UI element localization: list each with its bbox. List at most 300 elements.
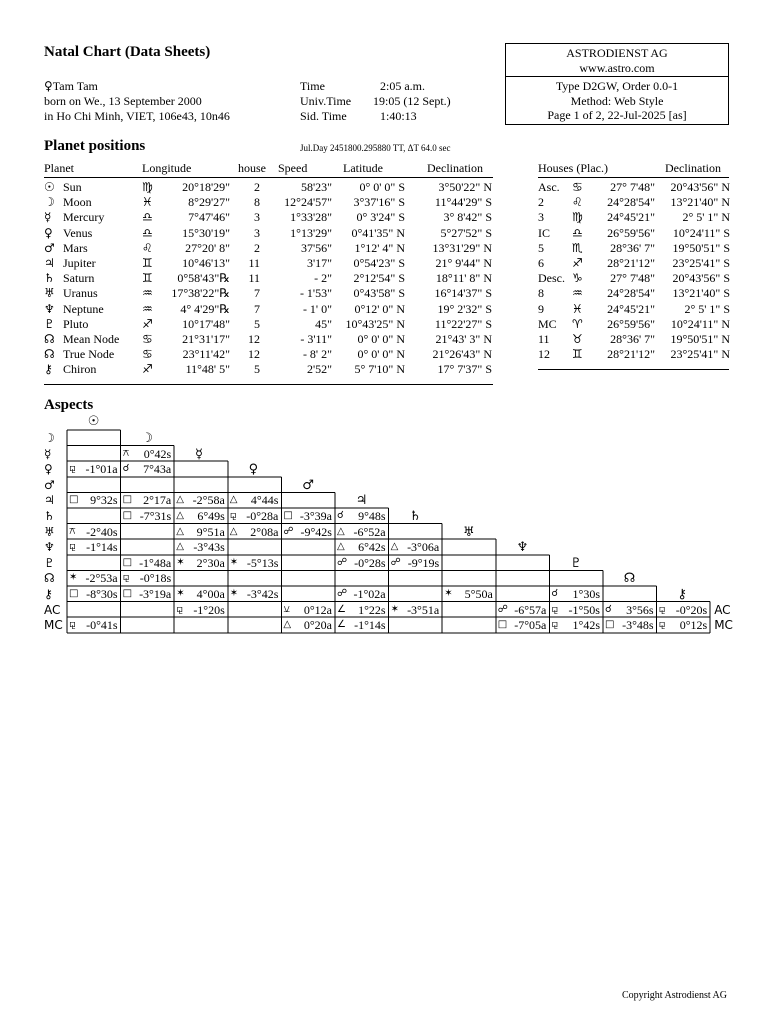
planet-speed: 58'23" (300, 180, 332, 194)
house-sign-icon: ♍ (572, 210, 583, 225)
planet-icon: ⚷ (44, 362, 53, 377)
house-name: 11 (538, 332, 550, 346)
planet-longitude: 11°48' 5" (185, 362, 230, 377)
aspect-glyph-icon: ⚼ (122, 572, 130, 584)
aspect-column-icon: ♆ (516, 540, 529, 556)
house-declination: 20°43'56" N (670, 180, 730, 194)
house-declination: 23°25'41" N (670, 347, 730, 362)
planet-speed: - 1' 0" (302, 301, 332, 316)
aspect-orb: -5°13s (246, 555, 279, 570)
house-sign-icon: ♏ (572, 240, 583, 255)
aspect-glyph-icon: ⚼ (658, 619, 666, 631)
house-longitude: 28°36' 7" (610, 332, 655, 346)
birth-place: in Ho Chi Minh, VIET, 106e43, 10n46 (44, 109, 230, 123)
house-longitude: 24°28'54" (607, 195, 655, 210)
planet-speed: 1°13'29" (290, 225, 332, 240)
house-header-rule (538, 177, 729, 178)
aspect-glyph-icon: ⚻ (122, 447, 130, 459)
sign-icon: ♓ (142, 195, 153, 210)
sign-icon: ♒ (142, 286, 153, 301)
planet-declination: 21° 9'44" N (435, 256, 492, 270)
header-longitude: Longitude (142, 161, 192, 175)
house-name: Desc. (538, 271, 565, 286)
aspect-glyph-icon: ✶ (229, 556, 239, 568)
planet-house: 8 (254, 195, 260, 210)
house-sign-icon: ♊ (572, 347, 583, 362)
aspect-column-icon: ⚷ (677, 587, 687, 602)
aspect-orb: 5°50a (464, 587, 493, 601)
chart-type: Type D2GW, Order 0.0-1 (555, 79, 679, 93)
aspect-orb: -3°06a (407, 540, 440, 555)
aspect-orb: -1°14s (86, 540, 118, 555)
aspect-glyph-icon: ⚼ (551, 603, 559, 615)
planet-name: Sun (63, 180, 82, 194)
sign-icon: ♊ (142, 271, 153, 286)
aspect-glyph-icon: △ (176, 494, 184, 506)
aspect-glyph-icon: ⚼ (69, 463, 76, 475)
aspect-column-icon: ♀ (248, 462, 259, 478)
aspect-glyph-icon: □ (283, 510, 293, 521)
planet-declination: 16°14'37" S (434, 286, 492, 301)
aspect-glyph-icon: ☌ (337, 510, 344, 521)
planet-declination: 21°43' 3" N (435, 332, 492, 346)
house-name: 2 (538, 195, 544, 210)
aspect-orb: -2°40s (86, 524, 118, 539)
planet-name: Mean Node (63, 332, 120, 346)
house-name: 9 (538, 301, 544, 316)
aspect-glyph-icon: □ (122, 556, 133, 568)
planet-name: Saturn (63, 271, 95, 286)
planet-house: 2 (254, 240, 260, 255)
person-name: Tam Tam (52, 79, 98, 93)
aspect-orb: -9°19s (407, 555, 440, 570)
planet-longitude: 21°31'17" (182, 332, 230, 346)
aspect-glyph-icon: △ (176, 541, 184, 553)
aspect-orb: -0°20s (675, 602, 708, 617)
aspect-column-icon: ♅ (463, 524, 475, 540)
person-name-line (44, 79, 98, 94)
sign-icon: ♐ (142, 316, 153, 331)
planet-speed: 45" (315, 316, 332, 331)
planet-name: Pluto (63, 316, 89, 331)
sign-icon: ♎ (142, 225, 153, 240)
aspect-orb: -2°53a (85, 571, 118, 586)
house-name: 3 (538, 210, 544, 225)
planet-name: Neptune (63, 301, 104, 316)
sid-time-label: Sid. Time (300, 109, 347, 123)
sign-icon: ♎ (142, 210, 153, 225)
planet-house: 12 (248, 332, 260, 346)
aspect-orb: -1°48a (139, 555, 172, 570)
aspect-orb: -0°28a (246, 509, 279, 523)
aspect-row-icon: ♇ (44, 555, 55, 570)
publisher-url[interactable]: www.astro.com (579, 61, 655, 75)
aspect-orb: 0°20a (303, 618, 332, 633)
sign-icon: ♒ (142, 301, 153, 316)
planet-speed: 3'17" (306, 256, 332, 270)
planet-name: Jupiter (63, 256, 96, 270)
planet-footer-rule (44, 384, 493, 385)
univ-time-label: Univ.Time (300, 94, 352, 108)
aspect-orb: -0°18s (139, 571, 172, 586)
planet-house: 7 (254, 301, 260, 316)
aspect-glyph-icon: ⚼ (229, 510, 237, 521)
aspect-glyph-icon: ☌ (605, 603, 612, 615)
planet-longitude: 20°18'29" (182, 180, 230, 194)
julian-day: Jul.Day 2451800.295880 TT, ΔT 64.0 sec (300, 143, 451, 153)
aspect-orb: 2°30a (196, 555, 225, 570)
house-longitude: 28°36' 7" (610, 240, 655, 255)
planet-longitude: 4° 4'29"℞ (180, 301, 230, 316)
sign-icon: ♋ (142, 332, 153, 346)
aspect-orb: -1°02a (353, 587, 386, 601)
aspect-orb: -9°42s (300, 524, 332, 539)
house-footer-rule (538, 369, 729, 370)
planet-latitude: 10°43'25" N (345, 316, 405, 331)
planet-declination: 3° 8'42" S (443, 210, 492, 225)
aspect-glyph-icon: □ (122, 510, 133, 521)
house-declination: 13°21'40" S (672, 286, 730, 301)
aspect-glyph-icon: △ (390, 541, 399, 553)
aspect-glyph-icon: △ (176, 525, 184, 537)
aspect-glyph-icon: ⚼ (69, 619, 76, 631)
house-declination: 2° 5' 1" S (684, 301, 730, 316)
planet-icon: ♅ (44, 286, 55, 301)
planet-header-rule (44, 177, 493, 178)
house-declination: 23°25'41" S (672, 256, 730, 270)
planet-name: Moon (63, 195, 92, 210)
planet-icon: ♂ (44, 240, 55, 255)
house-longitude: 28°21'12" (607, 256, 655, 270)
aspect-orb: 9°32s (90, 493, 118, 508)
house-longitude: 28°21'12" (607, 347, 655, 362)
house-name: 5 (538, 240, 544, 255)
planet-latitude: 0°43'58" S (353, 286, 405, 301)
aspect-orb: -7°05a (514, 618, 547, 633)
aspect-orb: 0°12a (303, 602, 332, 617)
planet-house: 3 (254, 225, 260, 240)
aspect-orb: 9°51a (196, 524, 225, 539)
house-name: IC (538, 225, 550, 240)
aspect-glyph-icon: △ (337, 541, 345, 553)
planet-declination: 5°27'52" S (440, 225, 492, 240)
aspect-row-icon: ☿ (44, 446, 52, 461)
house-sign-icon: ♉ (572, 332, 583, 346)
planet-longitude: 27°20' 8" (185, 240, 230, 255)
house-longitude: 24°45'21" (607, 301, 655, 316)
planet-icon: ☉ (44, 180, 55, 194)
aspect-glyph-icon: △ (229, 494, 238, 506)
planet-longitude: 10°17'48" (182, 316, 230, 331)
aspect-row-icon: AC (44, 602, 61, 617)
planet-declination: 13°31'29" N (432, 240, 492, 255)
sign-icon: ♋ (142, 347, 153, 362)
planet-longitude: 10°46'13" (182, 256, 230, 270)
planet-house: 12 (248, 347, 260, 362)
planet-house: 3 (254, 210, 260, 225)
aspect-orb: -1°01a (85, 462, 118, 477)
header-house-declination: Declination (665, 161, 721, 175)
planet-longitude: 23°11'42" (182, 347, 230, 362)
planet-speed: 12°24'57" (284, 195, 332, 210)
aspect-orb: 4°44s (250, 493, 279, 508)
aspect-glyph-icon: ✶ (176, 588, 185, 599)
house-longitude: 26°59'56" (607, 225, 655, 240)
planet-declination: 17° 7'37" S (437, 362, 492, 377)
aspect-orb: -7°31s (139, 509, 172, 523)
aspect-orb: 4°00a (196, 587, 225, 601)
aspect-orb: 0°42s (143, 446, 172, 461)
header-houses: Houses (Plac.) (538, 161, 608, 175)
aspect-glyph-icon: □ (69, 588, 79, 599)
aspect-row-icon: ♅ (44, 524, 55, 539)
chart-method: Method: Web Style (570, 94, 664, 108)
house-name: 8 (538, 286, 544, 301)
planet-speed: - 3'11" (300, 332, 332, 346)
aspect-glyph-icon: ⚼ (551, 619, 559, 631)
planet-speed: - 8' 2" (302, 347, 332, 362)
house-sign-icon: ♐ (572, 256, 583, 270)
planet-house: 11 (248, 271, 260, 286)
aspect-column-icon: ♄ (409, 509, 422, 524)
publisher-company: ASTRODIENST AG (566, 46, 668, 60)
aspect-glyph-icon: ⚼ (176, 603, 184, 615)
house-name: 12 (538, 347, 550, 362)
planet-icon: ☿ (44, 210, 52, 225)
aspect-glyph-icon: △ (337, 525, 345, 537)
aspect-column-icon: ☽ (141, 431, 154, 446)
aspect-glyph-icon: △ (229, 525, 238, 537)
sign-icon: ♐ (142, 362, 153, 377)
house-declination: 10°24'11" S (672, 225, 730, 240)
house-name: MC (538, 316, 557, 331)
aspect-glyph-icon: ☌ (551, 588, 559, 599)
aspect-glyph-icon: ∠ (337, 619, 346, 631)
aspect-right-label: AC (714, 602, 731, 617)
aspect-orb: 6°49s (197, 509, 225, 523)
aspect-row-icon: ☽ (44, 431, 55, 445)
planet-declination: 11°22'27" S (434, 316, 492, 331)
aspect-row-icon: ♃ (44, 493, 55, 508)
aspect-glyph-icon: □ (497, 619, 508, 631)
planet-latitude: 0° 3'24" S (356, 210, 405, 225)
planet-house: 5 (254, 316, 260, 331)
aspect-glyph-icon: ✶ (69, 572, 78, 584)
aspect-orb: -3°51a (407, 602, 440, 617)
planet-icon: ♇ (44, 316, 55, 331)
planet-longitude: 8°29'27" (188, 195, 230, 210)
aspect-orb: -0°28s (354, 555, 386, 570)
univ-time-value: 19:05 (12 Sept.) (373, 94, 451, 108)
planet-speed: 1°33'28" (290, 210, 332, 225)
planet-longitude: 17°38'22"℞ (171, 286, 230, 301)
planet-declination: 19° 2'32" S (437, 301, 492, 316)
aspect-orb: 7°43a (143, 462, 172, 477)
header-declination: Declination (427, 161, 483, 175)
planet-icon: ☊ (44, 332, 55, 346)
aspect-row-icon: MC (44, 618, 63, 633)
aspect-glyph-icon: ⚺ (283, 603, 291, 615)
aspect-orb: 1°22s (358, 602, 386, 617)
planet-speed: - 1'53" (299, 286, 332, 301)
aspect-row-icon: ⚷ (44, 587, 53, 601)
aspect-glyph-icon: △ (283, 619, 292, 631)
copyright: Copyright Astrodienst AG (622, 990, 728, 1001)
house-declination: 2° 5' 1" N (682, 210, 730, 225)
house-declination: 19°50'51" N (670, 332, 730, 346)
aspect-orb: 0°12s (679, 618, 708, 633)
aspect-orb: -6°57a (514, 602, 547, 617)
house-declination: 20°43'56" S (672, 271, 730, 286)
house-sign-icon: ♌ (572, 195, 583, 210)
aspect-right-label: MC (714, 618, 733, 633)
planet-longitude: 0°58'43"℞ (177, 271, 230, 286)
aspect-orb: -8°30s (86, 587, 118, 601)
aspect-orb: -2°58a (192, 493, 225, 508)
planet-icon: ♄ (44, 271, 55, 286)
header-speed: Speed (278, 161, 308, 175)
aspect-orb: -1°50s (568, 602, 600, 617)
aspect-glyph-icon: □ (122, 494, 133, 506)
house-longitude: 27° 7'48" (610, 180, 655, 194)
aspect-glyph-icon: □ (122, 588, 133, 599)
aspect-column-icon: ♃ (355, 493, 368, 509)
aspect-orb: 9°48s (358, 509, 386, 523)
header-planet: Planet (44, 161, 74, 175)
planet-longitude: 15°30'19" (182, 225, 230, 240)
page-title: Natal Chart (Data Sheets) (44, 44, 211, 60)
aspects-title: Aspects (44, 397, 94, 413)
aspect-glyph-icon: ☍ (497, 603, 508, 615)
house-sign-icon: ♋ (572, 180, 583, 194)
house-longitude: 27° 7'48" (610, 271, 655, 286)
house-longitude: 26°59'56" (607, 316, 655, 331)
planet-name: Chiron (63, 362, 97, 377)
planet-latitude: 0°54'23" S (353, 256, 405, 270)
planet-declination: 3°50'22" N (438, 180, 492, 194)
house-name: 6 (538, 256, 544, 270)
planet-latitude: 0° 0' 0" S (359, 180, 405, 194)
planet-name: Uranus (63, 286, 98, 301)
sign-icon: ♍ (142, 180, 153, 194)
aspect-orb: -3°43s (193, 540, 225, 555)
aspect-orb: 6°42s (358, 540, 386, 555)
aspect-glyph-icon: ✶ (229, 588, 239, 599)
aspect-column-icon: ☿ (195, 446, 203, 462)
venus-icon: ♀ (44, 79, 53, 93)
aspect-column-icon: ☊ (623, 571, 636, 587)
aspect-orb: 2°08a (250, 524, 279, 539)
birth-date: born on We., 13 September 2000 (44, 94, 202, 108)
planet-icon: ♆ (44, 301, 55, 316)
aspect-orb: -3°42s (246, 587, 279, 601)
aspect-glyph-icon: □ (605, 619, 615, 631)
planet-latitude: 2°12'54" S (353, 271, 405, 286)
aspect-glyph-icon: △ (176, 510, 184, 521)
aspect-row-icon: ♆ (44, 540, 55, 555)
aspect-glyph-icon: ∠ (337, 603, 346, 615)
planet-house: 5 (254, 362, 260, 377)
aspect-column-icon: ♇ (570, 555, 582, 571)
planet-declination: 18°11' 8" N (435, 271, 492, 286)
aspect-orb: 1°30s (572, 587, 600, 601)
planet-house: 7 (254, 286, 260, 301)
aspect-glyph-icon: ☍ (337, 588, 348, 599)
planet-positions-title: Planet positions (44, 138, 146, 154)
planet-speed: 2'52" (306, 362, 332, 377)
planet-latitude: 0°12' 0" N (354, 301, 405, 316)
planet-latitude: 3°37'16" S (353, 195, 405, 210)
aspect-orb: 1°42s (572, 618, 600, 633)
planet-name: Venus (63, 225, 93, 240)
house-declination: 13°21'40" N (670, 195, 730, 210)
house-sign-icon: ♈ (572, 316, 583, 331)
header-latitude: Latitude (343, 161, 383, 175)
aspect-orb: -0°41s (86, 618, 118, 633)
aspect-glyph-icon: ⚻ (69, 525, 76, 537)
aspect-orb: 3°56s (626, 602, 654, 617)
house-sign-icon: ♎ (572, 225, 583, 240)
planet-declination: 11°44'29" S (434, 195, 492, 210)
aspect-orb: -3°48s (622, 618, 654, 633)
aspect-glyph-icon: ☍ (337, 556, 348, 568)
house-longitude: 24°45'21" (607, 210, 655, 225)
aspect-glyph-icon: □ (69, 494, 79, 506)
aspect-glyph-icon: ⚼ (69, 541, 76, 553)
planet-latitude: 1°12' 4" N (354, 240, 405, 255)
aspect-glyph-icon: ☍ (283, 525, 294, 537)
house-declination: 19°50'51" S (672, 240, 730, 255)
planet-house: 2 (254, 180, 260, 194)
planet-latitude: 5° 7'10" N (354, 362, 405, 377)
house-longitude: 24°28'54" (607, 286, 655, 301)
planet-icon: ♀ (44, 225, 53, 240)
house-sign-icon: ♒ (572, 286, 583, 301)
aspect-row-icon: ☊ (44, 571, 55, 586)
planet-name: Mercury (63, 210, 105, 225)
page-info: Page 1 of 2, 22-Jul-2025 [as] (547, 108, 687, 122)
aspect-orb: -3°39a (299, 509, 332, 523)
planet-icon: ☽ (44, 195, 55, 210)
sign-icon: ♊ (142, 256, 153, 270)
aspect-orb: 2°17a (143, 493, 172, 508)
planet-name: True Node (63, 347, 115, 362)
planet-longitude: 7°47'46" (188, 210, 230, 225)
planet-icon: ☊ (44, 347, 55, 362)
planet-icon: ♃ (44, 256, 55, 270)
sid-time-value: 1:40:13 (380, 109, 417, 123)
planet-house: 11 (248, 256, 260, 270)
planet-latitude: 0° 0' 0" N (357, 332, 405, 346)
aspect-orb: -6°52a (353, 524, 386, 539)
aspect-glyph-icon: ☍ (390, 556, 401, 568)
house-sign-icon: ♑ (572, 271, 583, 286)
aspect-column-icon: ♂ (302, 477, 314, 493)
sign-icon: ♌ (142, 240, 153, 255)
time-value: 2:05 a.m. (380, 79, 425, 93)
aspect-row-icon: ♄ (44, 509, 55, 523)
aspect-glyph-icon: ✶ (390, 603, 399, 615)
aspect-row-icon: ♀ (44, 462, 53, 477)
aspect-orb: -1°20s (193, 602, 225, 617)
publisher-box (505, 43, 729, 125)
aspect-glyph-icon: ☌ (122, 463, 130, 475)
planet-latitude: 0°41'35" N (351, 225, 405, 240)
aspect-glyph-icon: ✶ (176, 556, 185, 568)
planet-latitude: 0° 0' 0" N (357, 347, 405, 362)
house-sign-icon: ♓ (572, 301, 583, 316)
aspect-glyph-icon: ⚼ (658, 603, 666, 615)
